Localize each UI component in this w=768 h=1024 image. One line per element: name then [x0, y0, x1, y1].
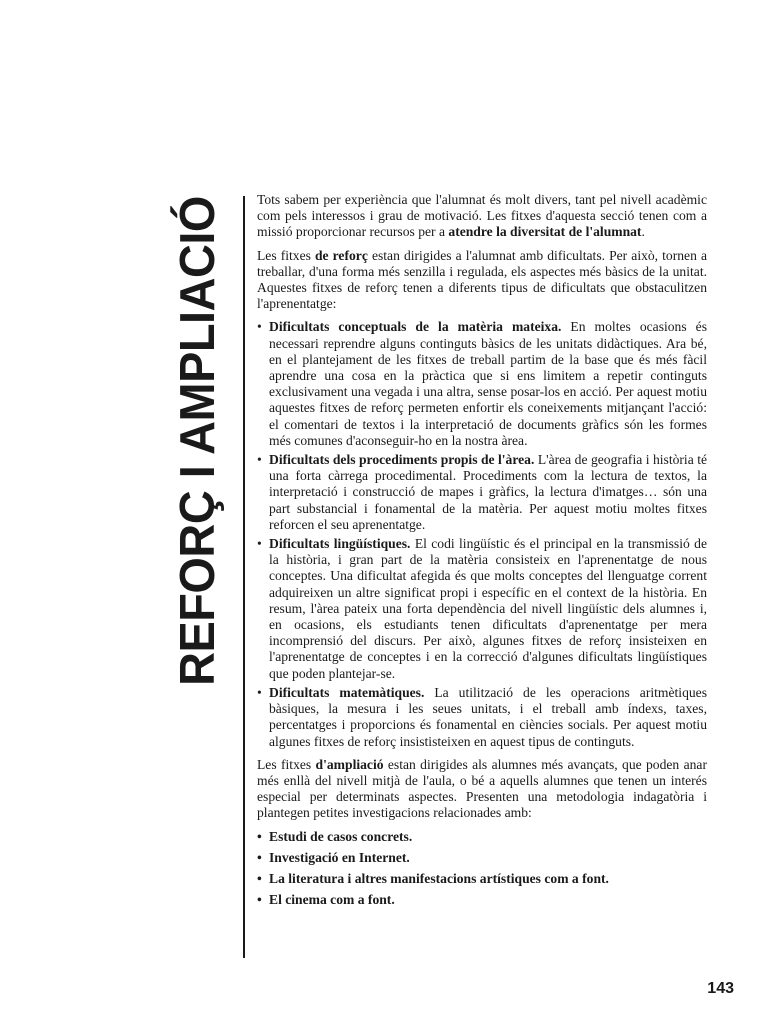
page-number: 143: [707, 980, 734, 997]
list-item: • Dificultats lingüístiques. El codi lingüístic és el principal en la transmissió de la història, i gran part de la matèria consisteix en l'aprenentatge de nous conceptes. Una dificultat afegida és que molts conceptes del llenguatge corrent adquireixen un altre significat propi i específic en el context de la història. En resum, l'àrea pateix una forta dependència del nivell lingüístic dels alumnes i, en ocasions, els estudiants tenen dificultats d'aprenentatge per mera incomprensió del discurs. Per això, algunes fitxes de reforç insisteixen en l'aprenentatge de conceptes i en la correcció d'algunes dificultats lingüístiques que poden plantejar-se.: [257, 536, 707, 682]
list-item: • El cinema com a font.: [257, 892, 707, 908]
reforc-paragraph: Les fitxes de reforç estan dirigides a l'alumnat amb dificultats. Per això, tornen a treballar, d'una forma més senzilla i regulada, els aspectes més bàsics de la unitat. Aquestes fitxes de reforç tenen a diferents tipus de dificultats que obstaculitzen l'aprenentatge:: [257, 247, 707, 312]
list-item: • Estudi de casos concrets.: [257, 829, 707, 845]
difficulties-list: [257, 319, 707, 749]
body-text: [257, 192, 707, 913]
reforc-bold: de reforç: [314, 247, 368, 263]
intro-bold: atendre la diversitat de l'alumnat: [448, 224, 642, 240]
list-item: • Dificultats matemàtiques. La utilització de les operacions aritmètiques bàsiques, la mesura i les seues unitats, i el treball amb índexs, taxes, percentatges i proporcions és fonamental en ciències socials. Per aquest motiu algunes fitxes de reforç insististeixen en aquest tipus de continguts.: [257, 685, 707, 750]
ampliacio-paragraph: Les fitxes d'ampliació estan dirigides als alumnes més avançats, que poden anar més enllà del nivell mitjà de l'aula, o bé a aquells alumnes que tenen un interés especial per determinats aspectes. Presenten una metodologia indagatòria i plantegen petites investigacions relacionades amb:: [257, 756, 707, 821]
list-item: • La literatura i altres manifestacions artístiques com a font.: [257, 871, 707, 887]
ampliacio-bold: d'ampliació: [315, 756, 384, 772]
list-item: • Dificultats dels procediments propis de l'àrea. L'àrea de geografia i història té una forta càrrega procedimental. Procediments com la lectura de textos, la interpretació i construcció de mapes i gràfics, la lectura d'imatges… són una part substancial i fonamental de la matèria. Per aquest motiu moltes fitxes reforcen el seu aprenentatge.: [257, 452, 707, 533]
list-item: • Dificultats conceptuals de la matèria mateixa. En moltes ocasions és necessari reprendre alguns continguts bàsics de les unitats didàctiques. Ara bé, en el plantejament de les fitxes de treball partim de la base que és més fàcil aprendre una cosa en la pràctica que si ens limitem a repetir continguts exclusivament una vegada i una altra, sense posar-los en acció. Per aquest motiu aquestes fitxes de reforç permeten enfortir els coneixements mitjançant l'acció: el comentari de textos i la interpretació de documents gràfics són les formes més comunes d'aconseguir-ho en la nostra àrea.: [257, 319, 707, 449]
section-title: [171, 196, 225, 686]
vertical-rule: [243, 196, 245, 958]
section-title-text: REFORÇ I AMPLIACIÓ: [171, 196, 225, 686]
intro-paragraph: Tots sabem per experiència que l'alumnat és molt divers, tant pel nivell acadèmic com pels interessos i grau de motivació. Les fitxes d'aquesta secció tenen com a missió proporcionar recursos per a atendre la diversitat de l'alumnat.: [257, 192, 707, 240]
list-item: • Investigació en Internet.: [257, 850, 707, 866]
topics-list: [257, 829, 707, 909]
